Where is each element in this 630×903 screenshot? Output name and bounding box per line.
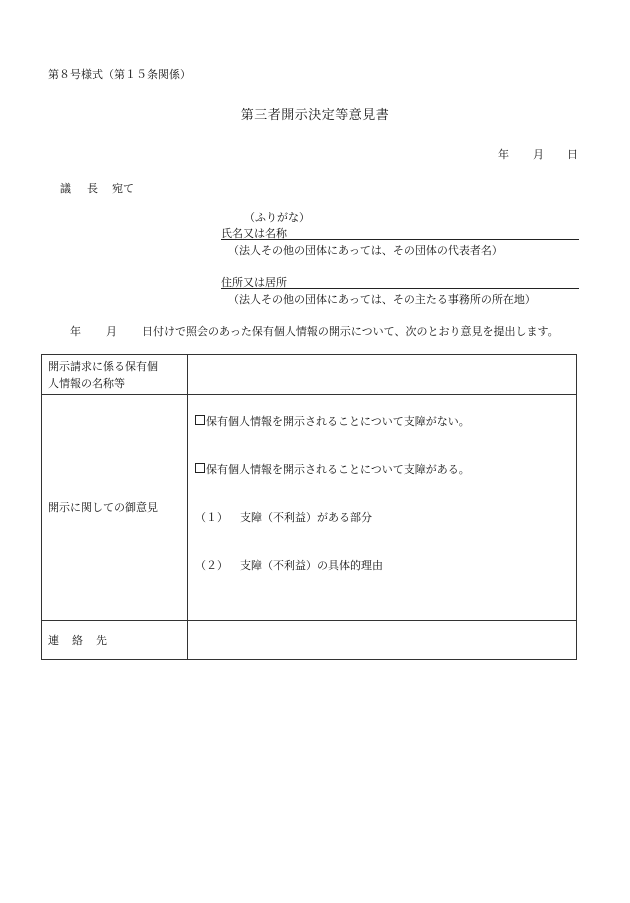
requested-info-field[interactable] bbox=[188, 355, 577, 395]
address-label: 住所又は居所 bbox=[221, 276, 287, 289]
contact-field[interactable] bbox=[188, 621, 577, 660]
date-year-label: 年 bbox=[498, 148, 509, 161]
table-row bbox=[42, 621, 577, 660]
option-issue[interactable]: 保有個人情報を開示されることについて支障がある。 bbox=[195, 461, 470, 477]
table-row bbox=[42, 395, 577, 621]
item-1-number: （１） bbox=[195, 511, 228, 524]
address-underline bbox=[221, 288, 579, 289]
furigana-label: （ふりがな） bbox=[244, 211, 310, 224]
opinion-label: 開示に関しての御意見 bbox=[42, 395, 188, 621]
date-day-label: 日 bbox=[567, 148, 578, 161]
checkbox-issue[interactable] bbox=[195, 463, 205, 473]
address-note: （法人その他の団体にあっては、その主たる事務所の所在地） bbox=[228, 293, 536, 306]
item-2-text: 支障（不利益）の具体的理由 bbox=[240, 559, 383, 572]
intro-month: 月 bbox=[106, 325, 117, 338]
item-2 bbox=[195, 557, 383, 573]
requested-info-label: 開示請求に係る保有個 人情報の名称等 bbox=[42, 355, 188, 395]
intro-text: 日付けで照会のあった保有個人情報の開示について、次のとおり意見を提出します。 bbox=[142, 325, 559, 338]
addressee-part1: 議 bbox=[60, 182, 71, 195]
name-underline bbox=[221, 239, 579, 240]
item-1 bbox=[195, 509, 372, 525]
intro-sentence bbox=[70, 323, 559, 339]
opinion-field bbox=[188, 395, 577, 621]
form-number: 第８号様式（第１５条関係） bbox=[48, 68, 191, 81]
name-note: （法人その他の団体にあっては、その団体の代表者名） bbox=[228, 244, 503, 257]
table-row bbox=[42, 355, 577, 395]
addressee bbox=[60, 180, 134, 196]
date-month-label: 月 bbox=[533, 148, 544, 161]
opinion-table bbox=[41, 354, 577, 660]
page-title: 第三者開示決定等意見書 bbox=[240, 108, 390, 123]
option-no-issue[interactable]: 保有個人情報を開示されることについて支障がない。 bbox=[195, 413, 470, 429]
item-2-number: （２） bbox=[195, 559, 228, 572]
addressee-part2: 長 bbox=[87, 182, 98, 195]
checkbox-no-issue[interactable] bbox=[195, 415, 205, 425]
item-1-text: 支障（不利益）がある部分 bbox=[240, 511, 372, 524]
name-label: 氏名又は名称 bbox=[221, 227, 287, 240]
addressee-part3: 宛て bbox=[112, 182, 134, 195]
intro-year: 年 bbox=[70, 325, 81, 338]
contact-label: 連 絡 先 bbox=[42, 621, 188, 660]
